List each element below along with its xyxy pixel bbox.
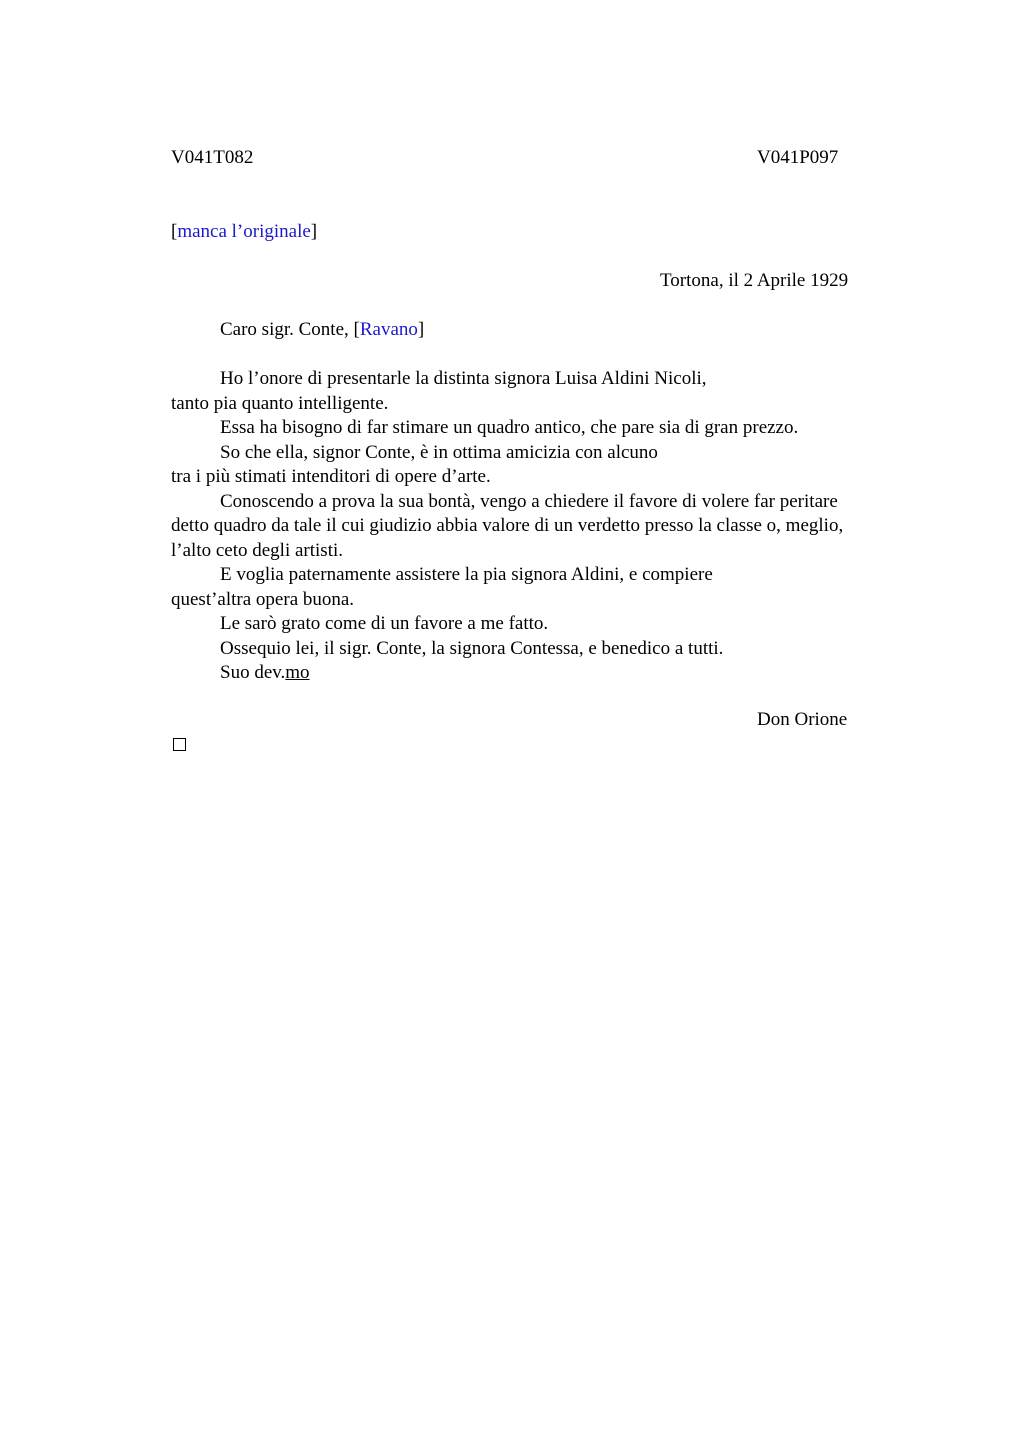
body-line: detto quadro da tale il cui giudizio abbia valore di un verdetto presso la classe o, meglio, [171,515,844,536]
closing-suffix: mo [285,662,310,683]
body-line: So che ella, signor Conte, è in ottima amicizia con alcuno [220,441,658,463]
body-line: Ho l’onore di presentarle la distinta signora Luisa Aldini Nicoli, [220,368,707,389]
closing-prefix: Suo dev. [220,662,286,683]
end-marker-square-icon [173,738,186,751]
note-text: manca l’originale [177,221,311,242]
signature: Don Orione [757,709,848,730]
document-code-left: V041T082 [171,147,254,168]
salutation [220,318,424,342]
salutation-bracket-close: ] [417,319,425,340]
note-bracket-close: ] [310,221,318,242]
body-line: Essa ha bisogno di far stimare un quadro antico, che pare sia di gran prezzo. [220,417,799,438]
letter-date: Tortona, il 2 Aprile 1929 [660,270,849,291]
salutation-text: Caro sigr. Conte, [ [220,319,360,340]
body-line: quest’altra opera buona. [171,588,355,610]
document-code-right: V041P097 [757,147,839,168]
body-line: tra i più stimati intenditori di opere d’arte. [171,466,491,487]
body-line: Conoscendo a prova la sua bontà, vengo a chiedere il favore di volere far peritare [220,490,838,512]
body-line: tanto pia quanto intelligente. [171,392,389,414]
body-line: l’alto ceto degli artisti. [171,539,344,561]
body-line: Le sarò grato come di un favore a me fatto. [220,613,549,634]
closing-line [171,661,911,686]
body-line: E voglia paternamente assistere la pia signora Aldini, e compiere [220,564,713,585]
salutation-name: Ravano [359,319,418,340]
body-line: Ossequio lei, il sigr. Conte, la signora Contessa, e benedico a tutti. [220,637,724,659]
missing-original-note [171,220,317,244]
note-bracket-open: [ [171,221,178,242]
letter-body [171,367,911,686]
